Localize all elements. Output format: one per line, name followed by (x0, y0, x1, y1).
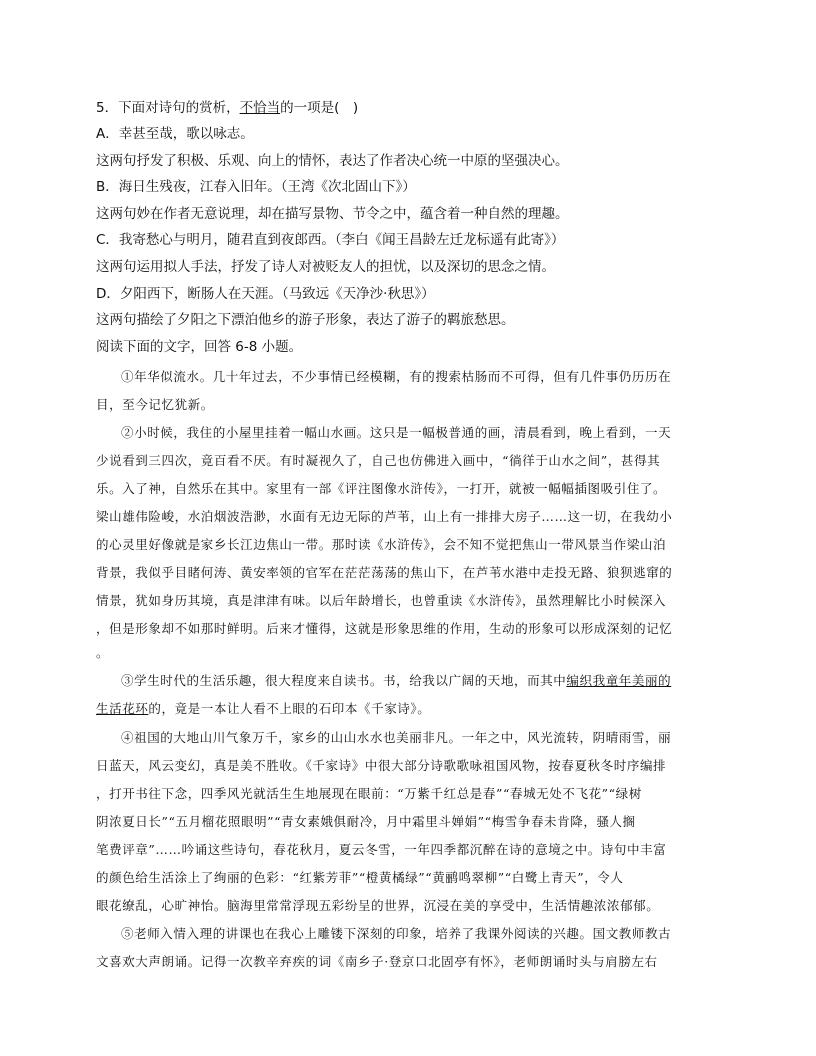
option-b: B．海日生残夜，江春入旧年。（王湾《次北固山下》） (96, 179, 416, 195)
passage-p3-line (96, 671, 716, 691)
reading-instruction: 阅读下面的文字，回答 6-8 小题。 (96, 339, 303, 355)
passage-p2-line: 。 (96, 645, 110, 660)
passage-p3-underlined: 编织我童年美丽的 (566, 673, 672, 688)
passage-p4-line: ④祖国的大地山川气象万千，家乡的山山水水也美丽非凡。一年之中，风光流转，阴晴雨雪，丽 (121, 730, 672, 745)
passage-p2-line: 背景，我似乎目睹何涛、黄安率领的官军在茫茫荡荡的焦山下，在芦苇水港中走投无路、狼狈逃窜的 (96, 565, 673, 580)
passage-p4-line: 眼花缭乱，心旷神怡。脑海里常常浮现五彩纷呈的世界，沉浸在美的享受中，生活情趣浓浓郁郁。 (96, 898, 660, 913)
passage-p3-text: 的，竟是一本让人看不上眼的石印本《千家诗》。 (148, 701, 431, 716)
question-5-underlined: 不恰当 (239, 100, 281, 116)
question-5-stem (96, 98, 720, 118)
passage-p5-line: 文喜欢大声朗诵。记得一次教辛弃疾的词《南乡子·登京口北固亭有怀》，老师朗诵时头与肩膀左右 (96, 954, 658, 969)
passage-p1-line: 目，至今记忆犹新。 (96, 397, 214, 412)
passage-p1-line: ①年华似流水。几十年过去，不少事情已经模糊，有的搜索枯肠而不可得，但有几件事仍历历在 (121, 369, 672, 384)
passage-p4-line: 阴浓夏日长”“五月榴花照眼明”“青女素娥俱耐冷，月中霜里斗婵娟”“梅雪争春未肯降，骚人搁 (96, 814, 636, 829)
option-d-analysis: 这两句描绘了夕阳之下漂泊他乡的游子形象，表达了游子的羁旅愁思。 (96, 312, 515, 328)
option-a-analysis: 这两句抒发了积极、乐观、向上的情怀，表达了作者决心统一中原的坚强决心。 (96, 153, 569, 169)
option-c: C．我寄愁心与明月，随君直到夜郎西。（李白《闻王昌龄左迁龙标遥有此寄》） (96, 232, 565, 248)
option-d: D．夕阳西下，断肠人在天涯。（马致远《天净沙·秋思》） (96, 286, 435, 302)
passage-p3-line (96, 699, 716, 719)
question-5-suffix: 的一项是( ) (280, 100, 359, 116)
passage-p4-line: ，打开书往下念，四季风光就活生生地展现在眼前：“万紫千红总是春”“春城无处不飞花”“绿树 (96, 786, 642, 801)
passage-p4-line: 笔费评章”……吟诵这些诗句，春花秋月，夏云冬雪，一年四季都沉醉在诗的意境之中。诗句中丰富 (96, 842, 667, 857)
option-c-analysis: 这两句运用拟人手法，抒发了诗人对被贬友人的担忧，以及深切的思念之情。 (96, 259, 555, 275)
passage-p2-line: ②小时候，我住的小屋里挂着一幅山水画。这只是一幅极普通的画，清晨看到，晚上看到，一天 (121, 425, 672, 440)
passage-p4-line: 日蓝天，风云变幻，真是美不胜收。《千家诗》中很大部分诗歌歌咏祖国风物，按春夏秋冬时序编排 (96, 758, 667, 773)
passage-p2-line: 的心灵里好像就是家乡长江边焦山一带。那时读《水浒传》，会不知不觉把焦山一带风景当作梁山泊 (96, 537, 667, 552)
passage-p2-line: ，但是形象却不如那时鲜明。后来才懂得，这就是形象思维的作用，生动的形象可以形成深刻的记忆 (96, 621, 673, 636)
option-b-analysis: 这两句妙在作者无意说理，却在描写景物、节令之中，蕴含着一种自然的理趣。 (96, 206, 569, 222)
option-a: A．幸甚至哉，歌以咏志。 (96, 126, 254, 142)
passage-p5-line: ⑤老师入情入理的讲课也在我心上雕镂下深刻的印象，培养了我课外阅读的兴趣。国文教师教古 (121, 926, 672, 941)
passage-p2-line: 少说看到三四次，竟百看不厌。有时凝视久了，自己也仿佛进入画中，“徜徉于山水之间”，甚得其 (96, 453, 661, 468)
passage-p2-line: 乐。入了神，自然乐在其中。家里有一部《评注图像水浒传》，一打开，就被一幅幅插图吸引住了。 (96, 481, 667, 496)
passage-p3-text: ③学生时代的生活乐趣，很大程度来自读书。书，给我以广阔的天地，而其中 (121, 673, 567, 688)
question-5-prefix: 5．下面对诗句的赏析， (96, 100, 240, 116)
passage-p4-line: 的颜色给生活涂上了绚丽的色彩：“红紫芳菲”“橙黄橘绿”“黄鹂鸣翠柳”“白鹭上青天”，令人 (96, 870, 624, 885)
passage-p3-underlined: 生活花环 (96, 701, 149, 716)
passage-p2-line: 情景，犹如身历其境，真是津津有味。以后年龄增长，也曾重读《水浒传》，虽然理解比小时候深入 (96, 593, 667, 608)
passage-p2-line: 梁山雄伟险峻，水泊烟波浩渺，水面有无边无际的芦苇，山上有一排排大房子……这一切，在我幼小 (96, 509, 673, 524)
